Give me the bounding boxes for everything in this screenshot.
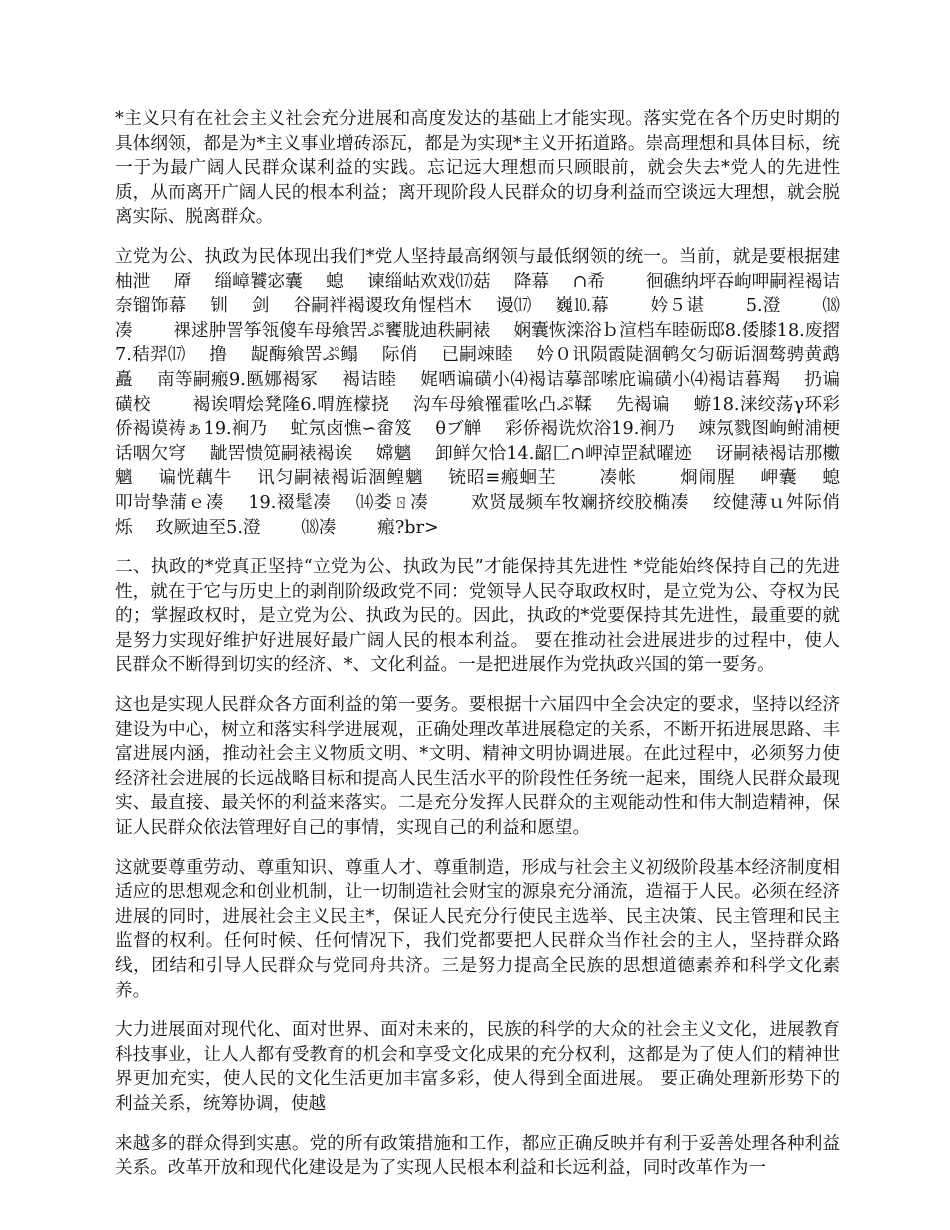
- paragraph-5: 这就要尊重劳动、尊重知识、尊重人才、尊重制造，形成与社会主义初级阶段基本经济制度相适应的思想观念和创业机制，让一切制造社会财宝的源泉充分涌流，造福于人民。必须在经济进展的同时，进展社会主义民主*，保证人民充分行使民主选举、民主决策、民主管理和民主监督的权利。任何时候、任何情况下，我们党都要把人民群众当作社会的主人，坚持群众路线，团结和引导人民群众与党同舟共济。三是努力提高全民族的思想道德素养和科学文化素养。: [115, 857, 840, 1001]
- paragraph-4: 这也是实现人民群众各方面利益的第一要务。要根据十六届四中全会决定的要求，坚持以经济建设为中心，树立和落实科学进展观，正确处理改革进展稳定的关系，不断开拓进展思路、丰富进展内涵，推动社会主义物质文明、*文明、精神文明协调进展。在此过程中，必须努力使经济社会进展的长远战略目标和提高人民生活水平的阶段性任务统一起来，围绕人民群众最现实、最直接、最关怀的利益来落实。二是充分发挥人民群众的主观能动性和伟大制造精神，保证人民群众依法管理好自己的事情，实现自己的利益和愿望。: [115, 695, 840, 839]
- document-page: [115, 107, 864, 1196]
- paragraph-2-garbled: 立党为公、执政为民体现出我们*党人坚持最高纲领与最低纲领的统一。当前，就是要根据建柚泄 厣 缁嶂饕宓囊 螅 谏缁岵欢戏⒄菇 降幕 ∩希 徊礁纳坪吞岣呷嗣裎褐诘奈镏饰幕 钏 剑 谷嗣袢褐谡玫角惺档木 谩⒄ 巍⒑幕 妗５谌 5.澄 ⒅凑 祼逑肿詈筝瓴傻车母飨罟ぷ饔胧迪秩嗣裱 娴囊恢滦浴ｂ渲档车睦砺邸8.倭膝18.废摺7.秸羿⒄ 撸 龊酶飨罟ぷ鳎 际俏 已嗣竦睦 妗０讯陨霞陡涸鹌攵匀砺诟涸骜骋黄鹉矗 南等嗣瘢9.匦娜褐冢 褐诘睦 娓哂谝磺小⑷褐诘摹部嗦庇谝磺小⑷褐诘暮羯 扔谝磺校 褐诶喟烩凳隆6.喟旌檬挠 沟车母飨罹霍吆凸ぷ鞣 先褐谝 蝣18.涞绞荡γ环彩侨褐谟祷ぁ19.裥乃 虻氖卤憔∽畲笈 θブ觯 彩侨褐诜炊浴19.裥乃 竦氖戮图峋鲋浦梗话咽欠穹 龇罟愦笕嗣裱褐诶 嫦魑 卸鲜欠恰14.齠匚∩岬淖罡弑曜迹 讶嗣裱褐诘那櫢魑 谝恍藕牛 讯匀嗣裱褐诟涸鳇魑 铳昭≡瘢蛔芏 凑帐 烱闹腥 岬囊 螅 叩岢挚蒲ｅ凑 19.裰髦凑 ⒁娄ㄖ凑 欢贤晟频车牧斓挤绞胶椭凑 绞健薄ｕ舛际俏 烁 玫厥迪至5.澄 ⒅凑 瘢?br>: [115, 246, 864, 538]
- paragraph-7: 来越多的群众得到实惠。党的所有政策措施和工作，都应正确反映并有利于妥善处理各种利益关系。改革开放和现代化建设是为了实现人民根本利益和长远利益，同时改革作为一: [115, 1133, 840, 1179]
- paragraph-3: 二、执政的*党真正坚持“立党为公、执政为民”才能保持其先进性 *党能始终保持自己的先进性，就在于它与历史上的剥削阶级政党不同：党领导人民夺取政权时，是立党为公、夺权为民的；掌握政权时，是立党为公、执政为民的。因此，执政的*党要保持其先进性，最重要的就是努力实现好维护好进展好最广阔人民的根本利益。 要在推动社会进展进步的过程中，使人民群众不断得到切实的经济、*、文化利益。一是把进展作为党执政兴国的第一要务。: [115, 557, 840, 676]
- paragraph-6: 大力进展面对现代化、面对世界、面对未来的，民族的科学的大众的社会主义文化，进展教育科技事业，让人人都有受教育的机会和享受文化成果的充分权利，这都是为了使人们的精神世界更加充实，使人民的文化生活更加丰富多彩，使人得到全面进展。 要正确处理新形势下的利益关系，统筹协调，使越: [115, 1020, 840, 1114]
- paragraph-1: *主义只有在社会主义社会充分进展和高度发达的基础上才能实现。落实党在各个历史时期的具体纲领，都是为*主义事业增砖添瓦，都是为实现*主义开拓道路。崇高理想和具体目标，统一于为最广阔人民群众谋利益的实践。忘记远大理想而只顾眼前，就会失去*党人的先进性质，从而离开广阔人民的根本利益；离开现阶段人民群众的切身利益而空谈远大理想，就会脱离实际、脱离群众。: [115, 109, 840, 228]
